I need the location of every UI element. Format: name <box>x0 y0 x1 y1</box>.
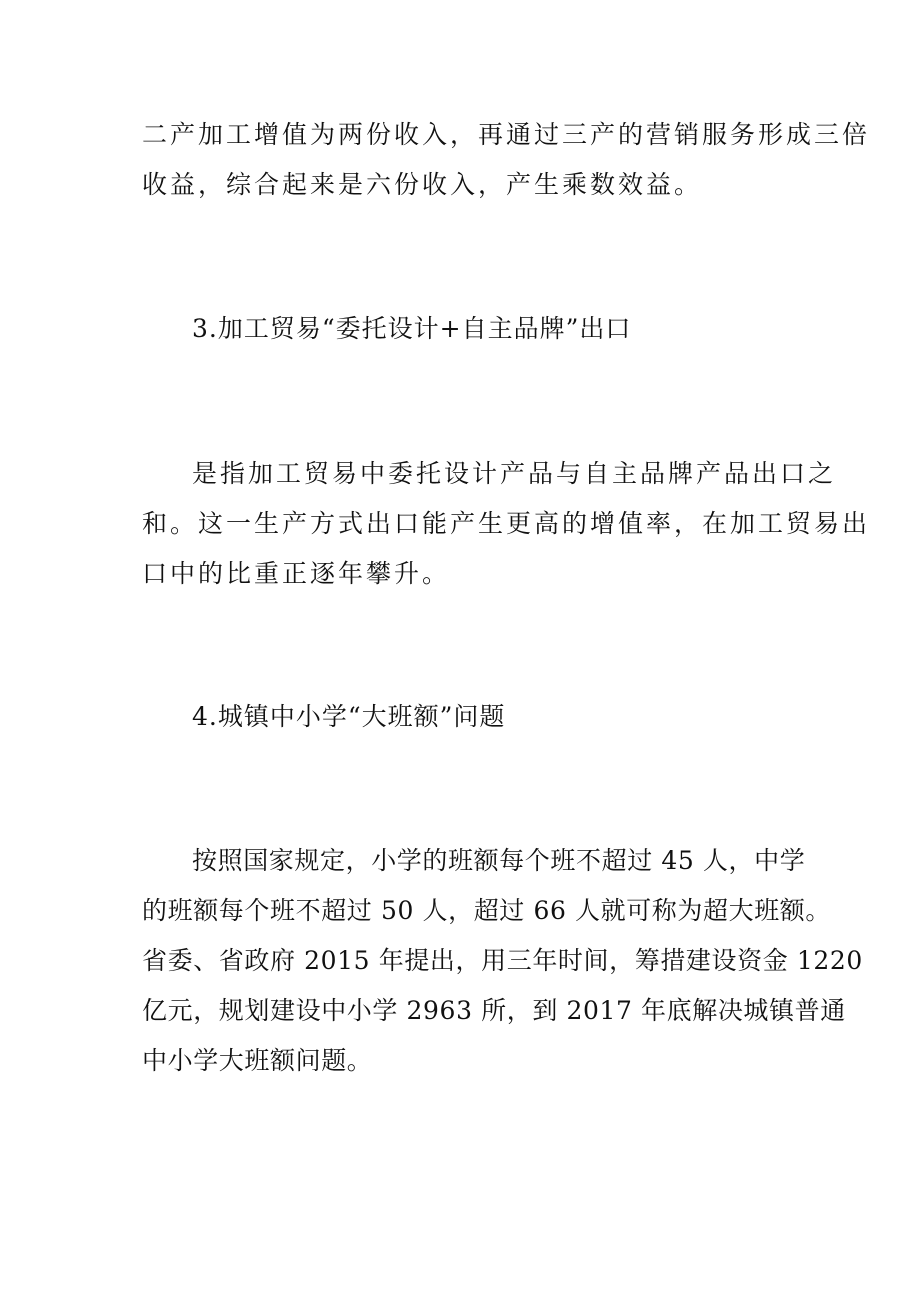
paragraph-line: 的班额每个班不超过 50 人，超过 66 人就可称为超大班额。 <box>142 896 832 925</box>
paragraph-line: 口中的比重正逐年攀升。 <box>142 559 451 588</box>
paragraph-line: 省委、省政府 2015 年提出，用三年时间，筹措建设资金 1220 <box>142 946 863 975</box>
section-heading-4: 4.城镇中小学“大班额”问题 <box>192 702 506 731</box>
paragraph-line: 和。这一生产方式出口能产生更高的增值率，在加工贸易出 <box>142 509 871 538</box>
paragraph-line: 中小学大班额问题。 <box>142 1046 373 1075</box>
paragraph-line: 二产加工增值为两份收入，再通过三产的营销服务形成三倍 <box>142 120 871 149</box>
paragraph-line: 按照国家规定，小学的班额每个班不超过 45 人，中学 <box>192 846 806 875</box>
paragraph-line: 收益，综合起来是六份收入，产生乘数效益。 <box>142 170 703 199</box>
section-heading-3: 3.加工贸易“委托设计+自主品牌”出口 <box>192 314 632 343</box>
paragraph-line: 亿元，规划建设中小学 2963 所，到 2017 年底解决城镇普通 <box>142 996 846 1025</box>
paragraph-line: 是指加工贸易中委托设计产品与自主品牌产品出口之 <box>192 459 837 488</box>
